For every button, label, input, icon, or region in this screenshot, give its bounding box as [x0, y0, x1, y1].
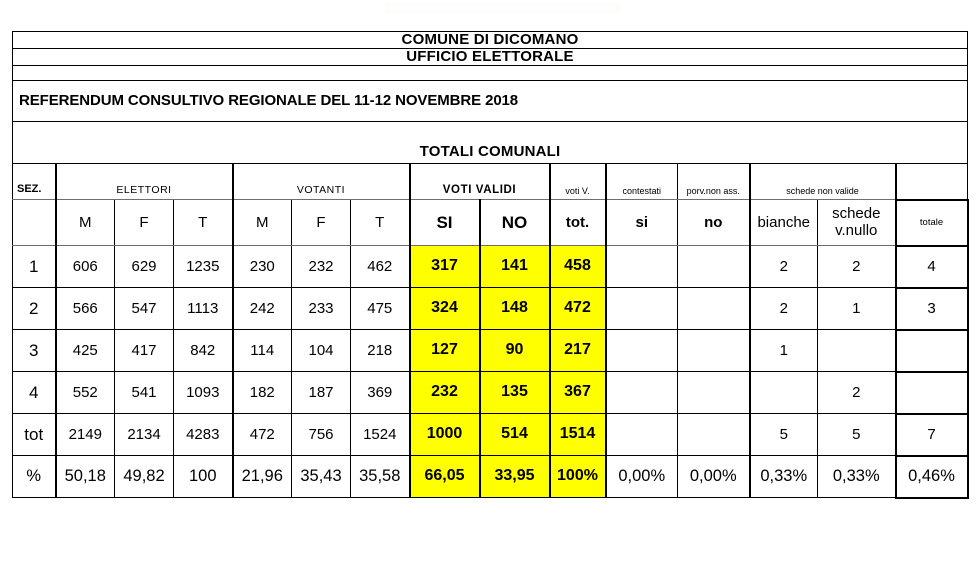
cell-tot: 472 [550, 288, 606, 330]
cell-votanti_f: 104 [292, 330, 351, 372]
cell-bianche [750, 372, 818, 414]
cell-votanti_f: 35,43 [292, 456, 351, 498]
cell-elettori_m: 566 [56, 288, 115, 330]
cell-sez: tot [13, 414, 56, 456]
cell-votanti_m: 230 [233, 246, 292, 288]
table-row [13, 288, 968, 330]
cell-votanti_t: 1524 [351, 414, 410, 456]
header-votanti-m: M [233, 200, 292, 246]
cell-no: 90 [480, 330, 550, 372]
cell-no: 33,95 [480, 456, 550, 498]
cell-si: 317 [410, 246, 480, 288]
spacer-band [13, 65, 968, 80]
cell-tot: 367 [550, 372, 606, 414]
cell-elettori_t: 842 [174, 330, 233, 372]
cell-votanti_t: 369 [351, 372, 410, 414]
cell-elettori_m: 606 [56, 246, 115, 288]
header-schede-v-nullo: schede v.nullo [818, 200, 896, 246]
cell-bianche: 2 [750, 288, 818, 330]
cell-schede_vnullo: 2 [818, 246, 896, 288]
cell-si: 1000 [410, 414, 480, 456]
cell-totale: 7 [896, 414, 968, 456]
cell-votanti_t: 462 [351, 246, 410, 288]
cell-porv_no [678, 330, 750, 372]
cell-si: 232 [410, 372, 480, 414]
cell-votanti_t: 218 [351, 330, 410, 372]
header-votanti-t: T [351, 200, 410, 246]
cell-elettori_f: 547 [115, 288, 174, 330]
cell-schede_vnullo: 0,33% [818, 456, 896, 498]
cell-tot: 217 [550, 330, 606, 372]
scope-label: TOTALI COMUNALI [13, 121, 968, 163]
cell-porv_no [678, 414, 750, 456]
cell-elettori_t: 1093 [174, 372, 233, 414]
page-title: REFERENDUM CONSULTIVO REGIONALE DEL 11-12 NOVEMBRE 2018 [13, 80, 968, 121]
table-row [13, 246, 968, 288]
cell-porv_no [678, 372, 750, 414]
banner-row-spacer [13, 65, 968, 80]
cell-votanti_t: 475 [351, 288, 410, 330]
header-elettori-t: T [174, 200, 233, 246]
cell-tot: 1514 [550, 414, 606, 456]
cell-elettori_m: 425 [56, 330, 115, 372]
header-no: NO [480, 200, 550, 246]
header-votanti-f: F [292, 200, 351, 246]
header-totale: totale [896, 200, 968, 246]
cell-elettori_t: 4283 [174, 414, 233, 456]
header-group-blank [896, 163, 968, 200]
cell-schede_vnullo: 1 [818, 288, 896, 330]
header-contestati-si: si [606, 200, 678, 246]
referendum-results-table [12, 31, 969, 499]
header-group-voti-v: voti V. [550, 163, 606, 200]
cell-elettori_f: 49,82 [115, 456, 174, 498]
cell-totale: 3 [896, 288, 968, 330]
cell-totale: 4 [896, 246, 968, 288]
cell-totale [896, 372, 968, 414]
cell-votanti_f: 232 [292, 246, 351, 288]
header-sez: SEZ. [13, 163, 56, 200]
cell-elettori_f: 417 [115, 330, 174, 372]
cell-sez: % [13, 456, 56, 498]
cell-contestati_si [606, 414, 678, 456]
cell-elettori_t: 1235 [174, 246, 233, 288]
cell-elettori_m: 50,18 [56, 456, 115, 498]
top-artifact [386, 2, 620, 14]
cell-porv_no: 0,00% [678, 456, 750, 498]
cell-bianche: 5 [750, 414, 818, 456]
header-group-votanti: VOTANTI [233, 163, 410, 200]
cell-contestati_si [606, 330, 678, 372]
table-row [13, 456, 968, 498]
cell-no: 148 [480, 288, 550, 330]
header-group-elettori: ELETTORI [56, 163, 233, 200]
cell-votanti_m: 472 [233, 414, 292, 456]
cell-votanti_f: 233 [292, 288, 351, 330]
table-row [13, 372, 968, 414]
cell-si: 324 [410, 288, 480, 330]
cell-votanti_f: 187 [292, 372, 351, 414]
header-elettori-m: M [56, 200, 115, 246]
title-row [13, 80, 968, 121]
cell-votanti_m: 242 [233, 288, 292, 330]
cell-no: 135 [480, 372, 550, 414]
cell-sez: 4 [13, 372, 56, 414]
cell-schede_vnullo: 2 [818, 372, 896, 414]
cell-contestati_si [606, 372, 678, 414]
cell-bianche: 1 [750, 330, 818, 372]
cell-contestati_si [606, 288, 678, 330]
header-tot: tot. [550, 200, 606, 246]
cell-schede_vnullo [818, 330, 896, 372]
cell-elettori_t: 100 [174, 456, 233, 498]
cell-porv_no [678, 288, 750, 330]
banner-row-comune [13, 32, 968, 49]
cell-bianche: 0,33% [750, 456, 818, 498]
cell-si: 127 [410, 330, 480, 372]
cell-bianche: 2 [750, 246, 818, 288]
cell-votanti_m: 21,96 [233, 456, 292, 498]
cell-totale [896, 330, 968, 372]
header-group-row [13, 163, 968, 200]
scope-row [13, 121, 968, 163]
cell-sez: 2 [13, 288, 56, 330]
results-table-container [12, 31, 959, 499]
table-row [13, 414, 968, 456]
cell-no: 141 [480, 246, 550, 288]
cell-tot: 458 [550, 246, 606, 288]
header-group-contestati: contestati [606, 163, 678, 200]
cell-contestati_si [606, 246, 678, 288]
cell-votanti_m: 182 [233, 372, 292, 414]
office-line1: COMUNE DI DICOMANO [13, 32, 968, 49]
cell-votanti_t: 35,58 [351, 456, 410, 498]
cell-elettori_m: 2149 [56, 414, 115, 456]
cell-votanti_m: 114 [233, 330, 292, 372]
cell-sez: 1 [13, 246, 56, 288]
cell-elettori_f: 541 [115, 372, 174, 414]
cell-elettori_f: 2134 [115, 414, 174, 456]
table-row [13, 330, 968, 372]
cell-elettori_f: 629 [115, 246, 174, 288]
header-group-porv-non-ass: porv.non ass. [678, 163, 750, 200]
cell-si: 66,05 [410, 456, 480, 498]
cell-sez: 3 [13, 330, 56, 372]
header-bianche: bianche [750, 200, 818, 246]
office-line2: UFFICIO ELETTORALE [13, 48, 968, 65]
header-sub-row [13, 200, 968, 246]
header-porv-no: no [678, 200, 750, 246]
header-group-voti-validi: VOTI VALIDI [410, 163, 550, 200]
cell-schede_vnullo: 5 [818, 414, 896, 456]
cell-totale: 0,46% [896, 456, 968, 498]
header-group-schede-non-valide: schede non valide [750, 163, 896, 200]
cell-contestati_si: 0,00% [606, 456, 678, 498]
cell-votanti_f: 756 [292, 414, 351, 456]
header-sub-sez [13, 200, 56, 246]
banner-row-ufficio [13, 48, 968, 65]
header-si: SI [410, 200, 480, 246]
cell-tot: 100% [550, 456, 606, 498]
cell-porv_no [678, 246, 750, 288]
header-elettori-f: F [115, 200, 174, 246]
cell-elettori_m: 552 [56, 372, 115, 414]
cell-no: 514 [480, 414, 550, 456]
cell-elettori_t: 1113 [174, 288, 233, 330]
